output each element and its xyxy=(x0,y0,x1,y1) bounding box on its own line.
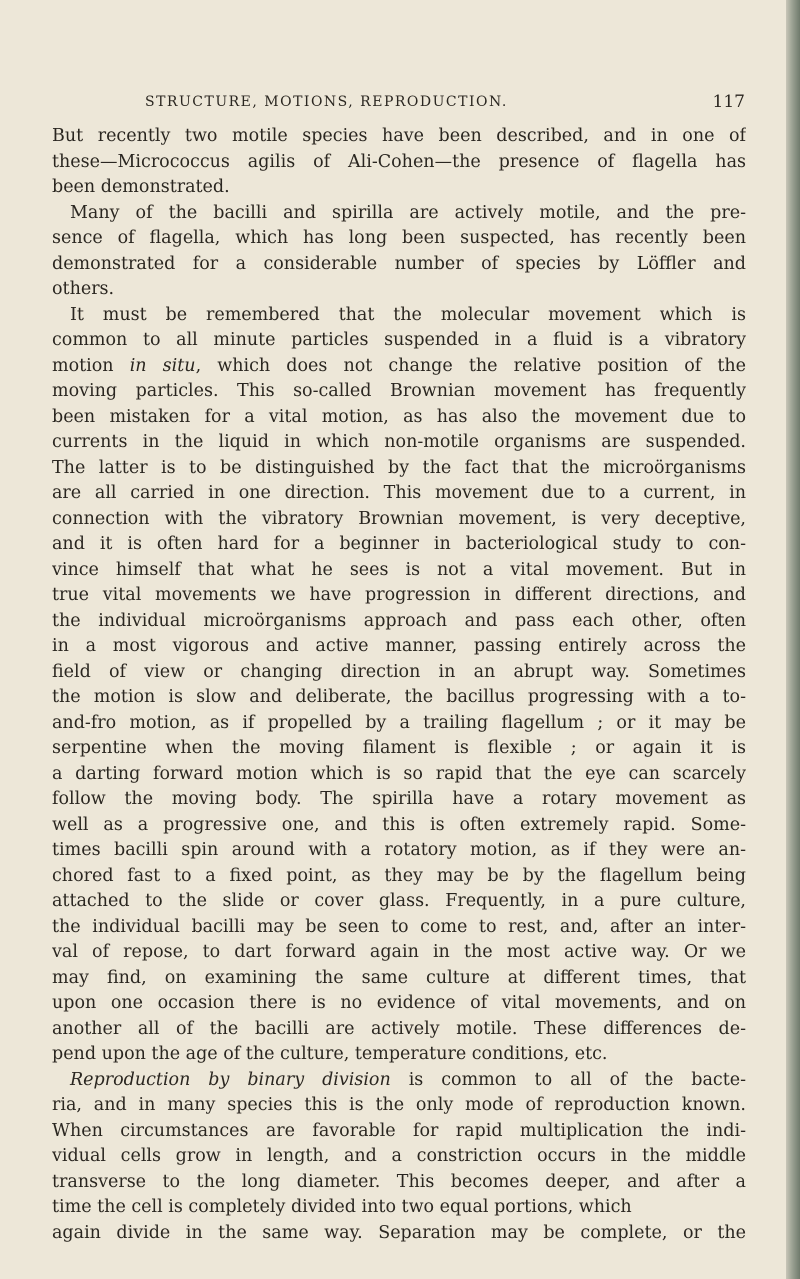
text-line: demonstrated for a considerable number of species by Löffler and xyxy=(52,253,746,274)
italic-phrase: Reproduction by binary division xyxy=(70,1069,391,1090)
text-line: and it is often hard for a beginner in bacteriological study to con- xyxy=(52,534,746,554)
text-line: time the cell is completely divided into two equal portions, which xyxy=(52,1197,632,1217)
text-line: may find, on examining the same culture at different times, that xyxy=(52,967,746,988)
text-line: been mistaken for a vital motion, as has also the movement due to xyxy=(52,406,746,427)
text-line: others. xyxy=(52,279,115,299)
text-line: chored fast to a fixed point, as they may be by the flagellum being xyxy=(52,865,746,886)
text-line: val of repose, to dart forward again in the most active way. Or we xyxy=(52,942,746,962)
text-line: the individual bacilli may be seen to come to rest, and, after an inter- xyxy=(52,916,746,937)
text-line: follow the moving body. The spirilla have a rotary movement as xyxy=(52,789,746,809)
text-line: When circumstances are favorable for rapid multiplication the indi- xyxy=(52,1120,746,1141)
text-line xyxy=(52,1068,746,1094)
text-line: again divide in the same way. Separation may be complete, or the xyxy=(52,1222,746,1243)
text-line: moving particles. This so-called Brownian movement has frequently xyxy=(52,381,746,401)
text-line: times bacilli spin around with a rotatory motion, as if they were an- xyxy=(52,840,746,860)
text-line: sence of flagella, which has long been suspected, has recently been xyxy=(52,228,746,248)
running-title: STRUCTURE, MOTIONS, REPRODUCTION. xyxy=(145,94,508,110)
text-line: field of view or changing direction in an abrupt way. Sometimes xyxy=(52,661,746,682)
page-header xyxy=(145,94,745,118)
text-line: currents in the liquid in which non-motile organisms are suspended. xyxy=(52,432,746,452)
text-line: the motion is slow and deliberate, the bacillus progressing with a to- xyxy=(52,687,746,707)
text-line: are all carried in one direction. This movement due to a current, in xyxy=(52,483,746,503)
text-line: serpentine when the moving filament is flexible ; or again it is xyxy=(52,738,746,758)
text-line: It must be remembered that the molecular movement which is xyxy=(70,304,746,325)
text-line: vidual cells grow in length, and a constriction occurs in the middle xyxy=(52,1146,746,1166)
text-line: another all of the bacilli are actively motile. These differences de- xyxy=(52,1018,746,1039)
text-line xyxy=(52,354,746,380)
text-segment: is common to all of the bacte- xyxy=(390,1069,746,1090)
text-line: attached to the slide or cover glass. Frequently, in a pure culture, xyxy=(52,891,746,911)
text-line: pend upon the age of the culture, temperature conditions, etc. xyxy=(52,1044,608,1064)
text-line: in a most vigorous and active manner, passing entirely across the xyxy=(52,636,746,656)
italic-phrase: in situ xyxy=(129,355,196,376)
text-line: upon one occasion there is no evidence of vital movements, and on xyxy=(52,993,746,1013)
text-line: vince himself that what he sees is not a vital movement. But in xyxy=(52,559,746,580)
text-line: these—Micrococcus agilis of Ali-Cohen—the presence of flagella has xyxy=(52,151,746,172)
body-text xyxy=(52,124,746,1246)
page-number: 117 xyxy=(712,92,745,112)
text-line: connection with the vibratory Brownian movement, is very deceptive, xyxy=(52,508,746,529)
text-line: a darting forward motion which is so rapid that the eye can scarcely xyxy=(52,763,746,784)
text-line: The latter is to be distinguished by the fact that the microörganisms xyxy=(52,457,746,478)
text-line: and-fro motion, as if propelled by a trailing flagellum ; or it may be xyxy=(52,712,746,733)
text-line: transverse to the long diameter. This becomes deeper, and after a xyxy=(52,1171,746,1192)
text-segment: , which does not change the relative position of the xyxy=(195,355,746,376)
text-line: ria, and in many species this is the only mode of reproduction known. xyxy=(52,1095,746,1115)
text-line: common to all minute particles suspended in a fluid is a vibratory xyxy=(52,330,746,350)
text-segment: motion xyxy=(52,355,130,376)
page-edge xyxy=(786,0,800,1279)
text-line: But recently two motile species have been described, and in one of xyxy=(52,126,746,146)
text-line: well as a progressive one, and this is often extremely rapid. Some- xyxy=(52,814,746,835)
text-line: the individual microörganisms approach and pass each other, often xyxy=(52,610,746,631)
text-line: true vital movements we have progression in different directions, and xyxy=(52,585,746,605)
text-line: been demonstrated. xyxy=(52,177,230,197)
text-line: Many of the bacilli and spirilla are actively motile, and the pre- xyxy=(70,202,746,223)
